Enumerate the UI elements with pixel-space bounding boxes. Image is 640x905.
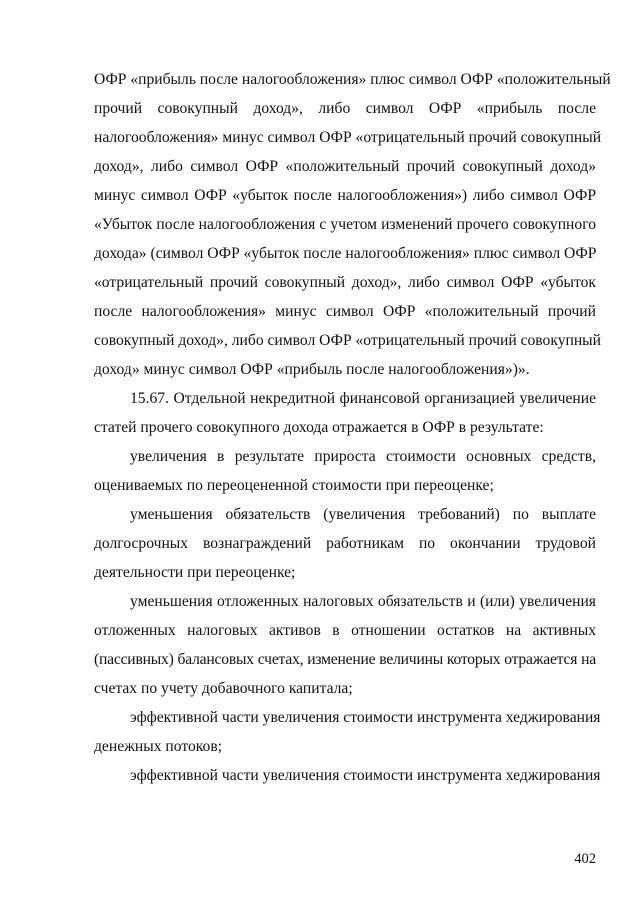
text-line: отложенных налоговых активов в отношении остатков на активных (94, 622, 596, 639)
page-number: 402 (574, 851, 596, 867)
paragraph-first-line: уменьшения обязательств (увеличения требований) по выплате (130, 506, 596, 523)
text-line: долгосрочных вознаграждений работникам по окончании трудовой (94, 535, 596, 552)
text-line: доход» минус символ ОФР «прибыль после налогообложения»)». (94, 361, 530, 378)
text-line: ОФР «прибыль после налогообложения» плюс символ ОФР «положительный (94, 71, 611, 88)
text-line: (пассивных) балансовых счетах, изменение величины которых отражается на (94, 651, 596, 668)
text-line: статей прочего совокупного дохода отражается в ОФР в результате: (94, 419, 544, 436)
text-line: минус символ ОФР «убыток после налогообложения») либо символ ОФР (94, 187, 596, 204)
paragraph-first-line: эффективной части увеличения стоимости инструмента хеджирования (130, 767, 601, 784)
text-line: счетах по учету добавочного капитала; (94, 680, 353, 697)
text-line: оцениваемых по переоцененной стоимости при переоценке; (94, 477, 494, 494)
text-line: «отрицательный прочий совокупный доход», либо символ ОФР «убыток (94, 274, 596, 291)
text-line: налогообложения» минус символ ОФР «отрицательный прочий совокупный (94, 129, 602, 146)
paragraph-first-line: эффективной части увеличения стоимости инструмента хеджирования (130, 709, 601, 726)
text-line: доход», либо символ ОФР «положительный прочий совокупный доход» (94, 158, 596, 175)
text-line: совокупный доход», либо символ ОФР «отрицательный прочий совокупный (94, 332, 602, 349)
paragraph-first-line: увеличения в результате прироста стоимости основных средств, (130, 448, 596, 465)
text-line: «Убыток после налогообложения с учетом изменений прочего совокупного (94, 216, 596, 233)
text-line: прочий совокупный доход», либо символ ОФР «прибыль после (94, 100, 596, 117)
text-line: деятельности при переоценке; (94, 564, 296, 581)
text-line: после налогообложения» минус символ ОФР «положительный прочий (94, 303, 596, 320)
text-line: денежных потоков; (94, 738, 223, 755)
paragraph-first-line: 15.67. Отдельной некредитной финансовой организацией увеличение (130, 390, 596, 407)
text-line: дохода» (символ ОФР «убыток после налогообложения» плюс символ ОФР (94, 245, 597, 262)
paragraph-first-line: уменьшения отложенных налоговых обязательств и (или) увеличения (130, 593, 596, 610)
